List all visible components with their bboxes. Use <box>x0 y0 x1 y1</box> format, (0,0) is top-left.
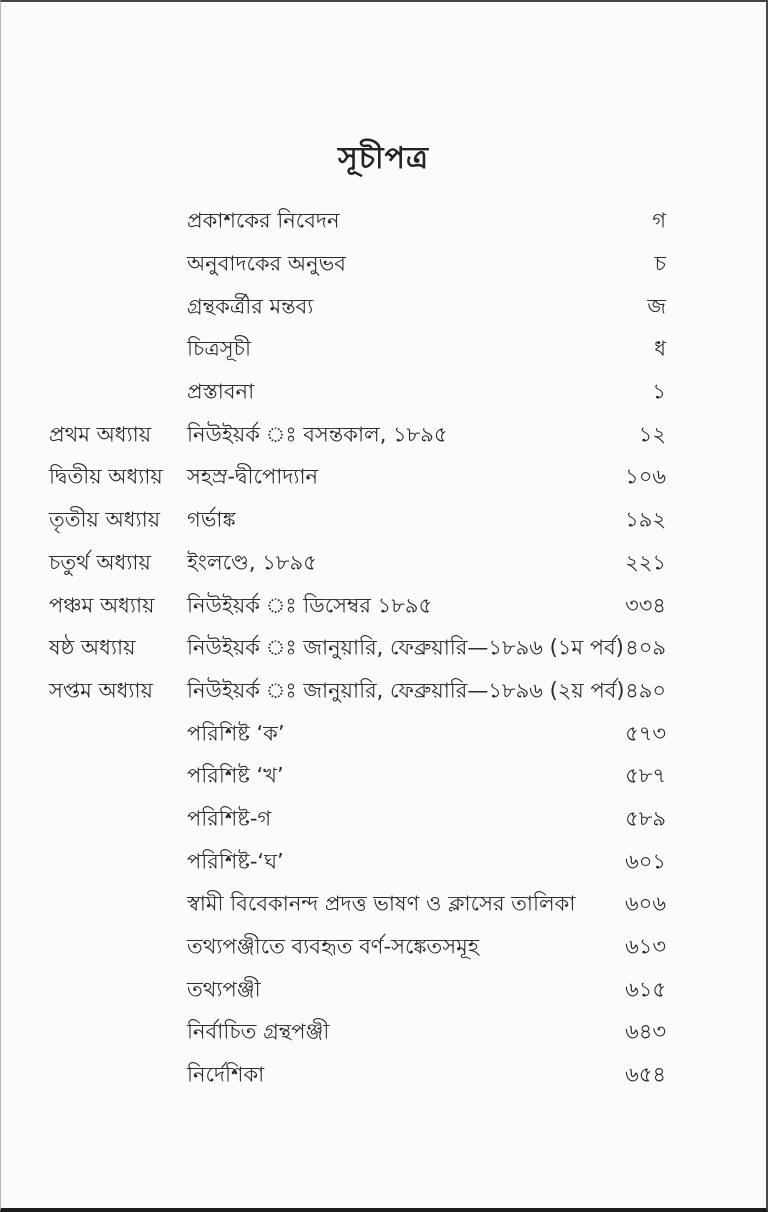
toc-entry-title: সহস্র-দ্বীপোদ্যান <box>187 464 319 489</box>
toc-entry-title: নিউইয়র্ক ঃ জানুয়ারি, ফেব্রুয়ারি—১৮৯৬ (২য় পর্ব) <box>187 678 625 703</box>
toc-row <box>1 243 766 286</box>
toc-chapter-label: পঞ্চম অধ্যায় <box>49 593 155 618</box>
toc-entry-title: নিউইয়র্ক ঃ বসন্তকাল, ১৮৯৫ <box>187 422 448 447</box>
toc-entry-title: নিউইয়র্ক ঃ জানুয়ারি, ফেব্রুয়ারি—১৮৯৬ (১ম পর্ব) <box>187 635 624 660</box>
toc-chapter-label: তৃতীয় অধ্যায় <box>49 507 161 532</box>
toc-entry-title: চিত্রসূচী <box>187 336 251 361</box>
toc-entry-title: নিউইয়র্ক ঃ ডিসেম্বর ১৮৯৫ <box>187 593 433 618</box>
toc-row <box>1 200 766 243</box>
toc-entry-title: ইংলণ্ডে, ১৮৯৫ <box>187 550 317 575</box>
toc-page-number: ৬৪৩ <box>625 1019 666 1044</box>
toc-page-number: ৫৮৭ <box>625 763 666 788</box>
toc-page-number: ৩৩৪ <box>625 593 666 618</box>
toc-chapter-label: সপ্তম অধ্যায় <box>49 678 153 703</box>
toc-chapter-label: চতুর্থ অধ্যায় <box>49 550 151 575</box>
toc-entry-title: নির্বাচিত গ্রন্থপঞ্জী <box>187 1019 330 1044</box>
toc-page-number: ৬৫৪ <box>625 1062 666 1087</box>
toc-row <box>1 755 766 798</box>
toc-row <box>1 285 766 328</box>
toc-entry-title: প্রস্তাবনা <box>187 379 255 404</box>
toc-page-number: ধ <box>654 336 666 361</box>
toc-row <box>1 968 766 1011</box>
toc-list <box>1 200 766 1096</box>
toc-entry-title: তথ্যপঞ্জী <box>187 977 261 1002</box>
toc-page-number: ১০৬ <box>625 464 666 489</box>
toc-entry-title: গর্ভাঙ্ক <box>187 507 236 532</box>
toc-entry-title: পরিশিষ্ট-‘ঘ’ <box>187 849 284 874</box>
toc-page-number: ১ <box>652 379 666 404</box>
toc-row <box>1 670 766 713</box>
toc-page-number: ৫৭৩ <box>625 721 666 746</box>
toc-entry-title: পরিশিষ্ট ‘খ’ <box>187 763 284 788</box>
toc-page-number: ৫৮৯ <box>625 806 666 831</box>
toc-row <box>1 542 766 585</box>
toc-row <box>1 499 766 542</box>
toc-page-number: ১২ <box>638 422 666 447</box>
toc-entry-title: পরিশিষ্ট ‘ক’ <box>187 721 285 746</box>
toc-row <box>1 371 766 414</box>
toc-entry-title: পরিশিষ্ট-গ <box>187 806 272 831</box>
toc-page-number: ১৯২ <box>625 507 666 532</box>
toc-page-number: ৬০১ <box>625 849 666 874</box>
toc-row <box>1 456 766 499</box>
toc-page-number: ৬০৬ <box>625 891 666 916</box>
toc-row <box>1 413 766 456</box>
toc-chapter-label: ষষ্ঠ অধ্যায় <box>49 635 136 660</box>
toc-row <box>1 1054 766 1097</box>
toc-row <box>1 926 766 969</box>
toc-entry-title: প্রকাশকের নিবেদন <box>187 208 340 233</box>
toc-chapter-label: দ্বিতীয় অধ্যায় <box>49 464 163 489</box>
toc-chapter-label: প্রথম অধ্যায় <box>49 422 152 447</box>
page-title: সূচীপত্র <box>338 141 429 176</box>
toc-page-number: ৪৯০ <box>625 678 666 703</box>
toc-entry-title: গ্রন্থকর্ত্রীর মন্তব্য <box>187 294 314 319</box>
toc-row <box>1 798 766 841</box>
toc-page-number: ৪০৯ <box>625 635 666 660</box>
toc-row <box>1 328 766 371</box>
toc-page-number: ৬১৩ <box>625 934 666 959</box>
toc-page-number: ২২১ <box>625 550 666 575</box>
toc-page-number: চ <box>654 251 666 276</box>
toc-row <box>1 1011 766 1054</box>
toc-row <box>1 883 766 926</box>
toc-row <box>1 627 766 670</box>
toc-row <box>1 712 766 755</box>
toc-page-number: জ <box>647 294 666 319</box>
toc-entry-title: নির্দেশিকা <box>187 1062 265 1087</box>
toc-row <box>1 584 766 627</box>
toc-page-number: ৬১৫ <box>625 977 666 1002</box>
toc-row <box>1 840 766 883</box>
toc-entry-title: অনুবাদকের অনুভব <box>187 251 346 276</box>
toc-entry-title: তথ্যপঞ্জীতে ব্যবহৃত বর্ণ-সঙ্কেতসমূহ <box>187 934 479 959</box>
toc-page-number: গ <box>652 208 666 233</box>
toc-entry-title: স্বামী বিবেকানন্দ প্রদত্ত ভাষণ ও ক্লাসের তালিকা <box>187 891 576 916</box>
